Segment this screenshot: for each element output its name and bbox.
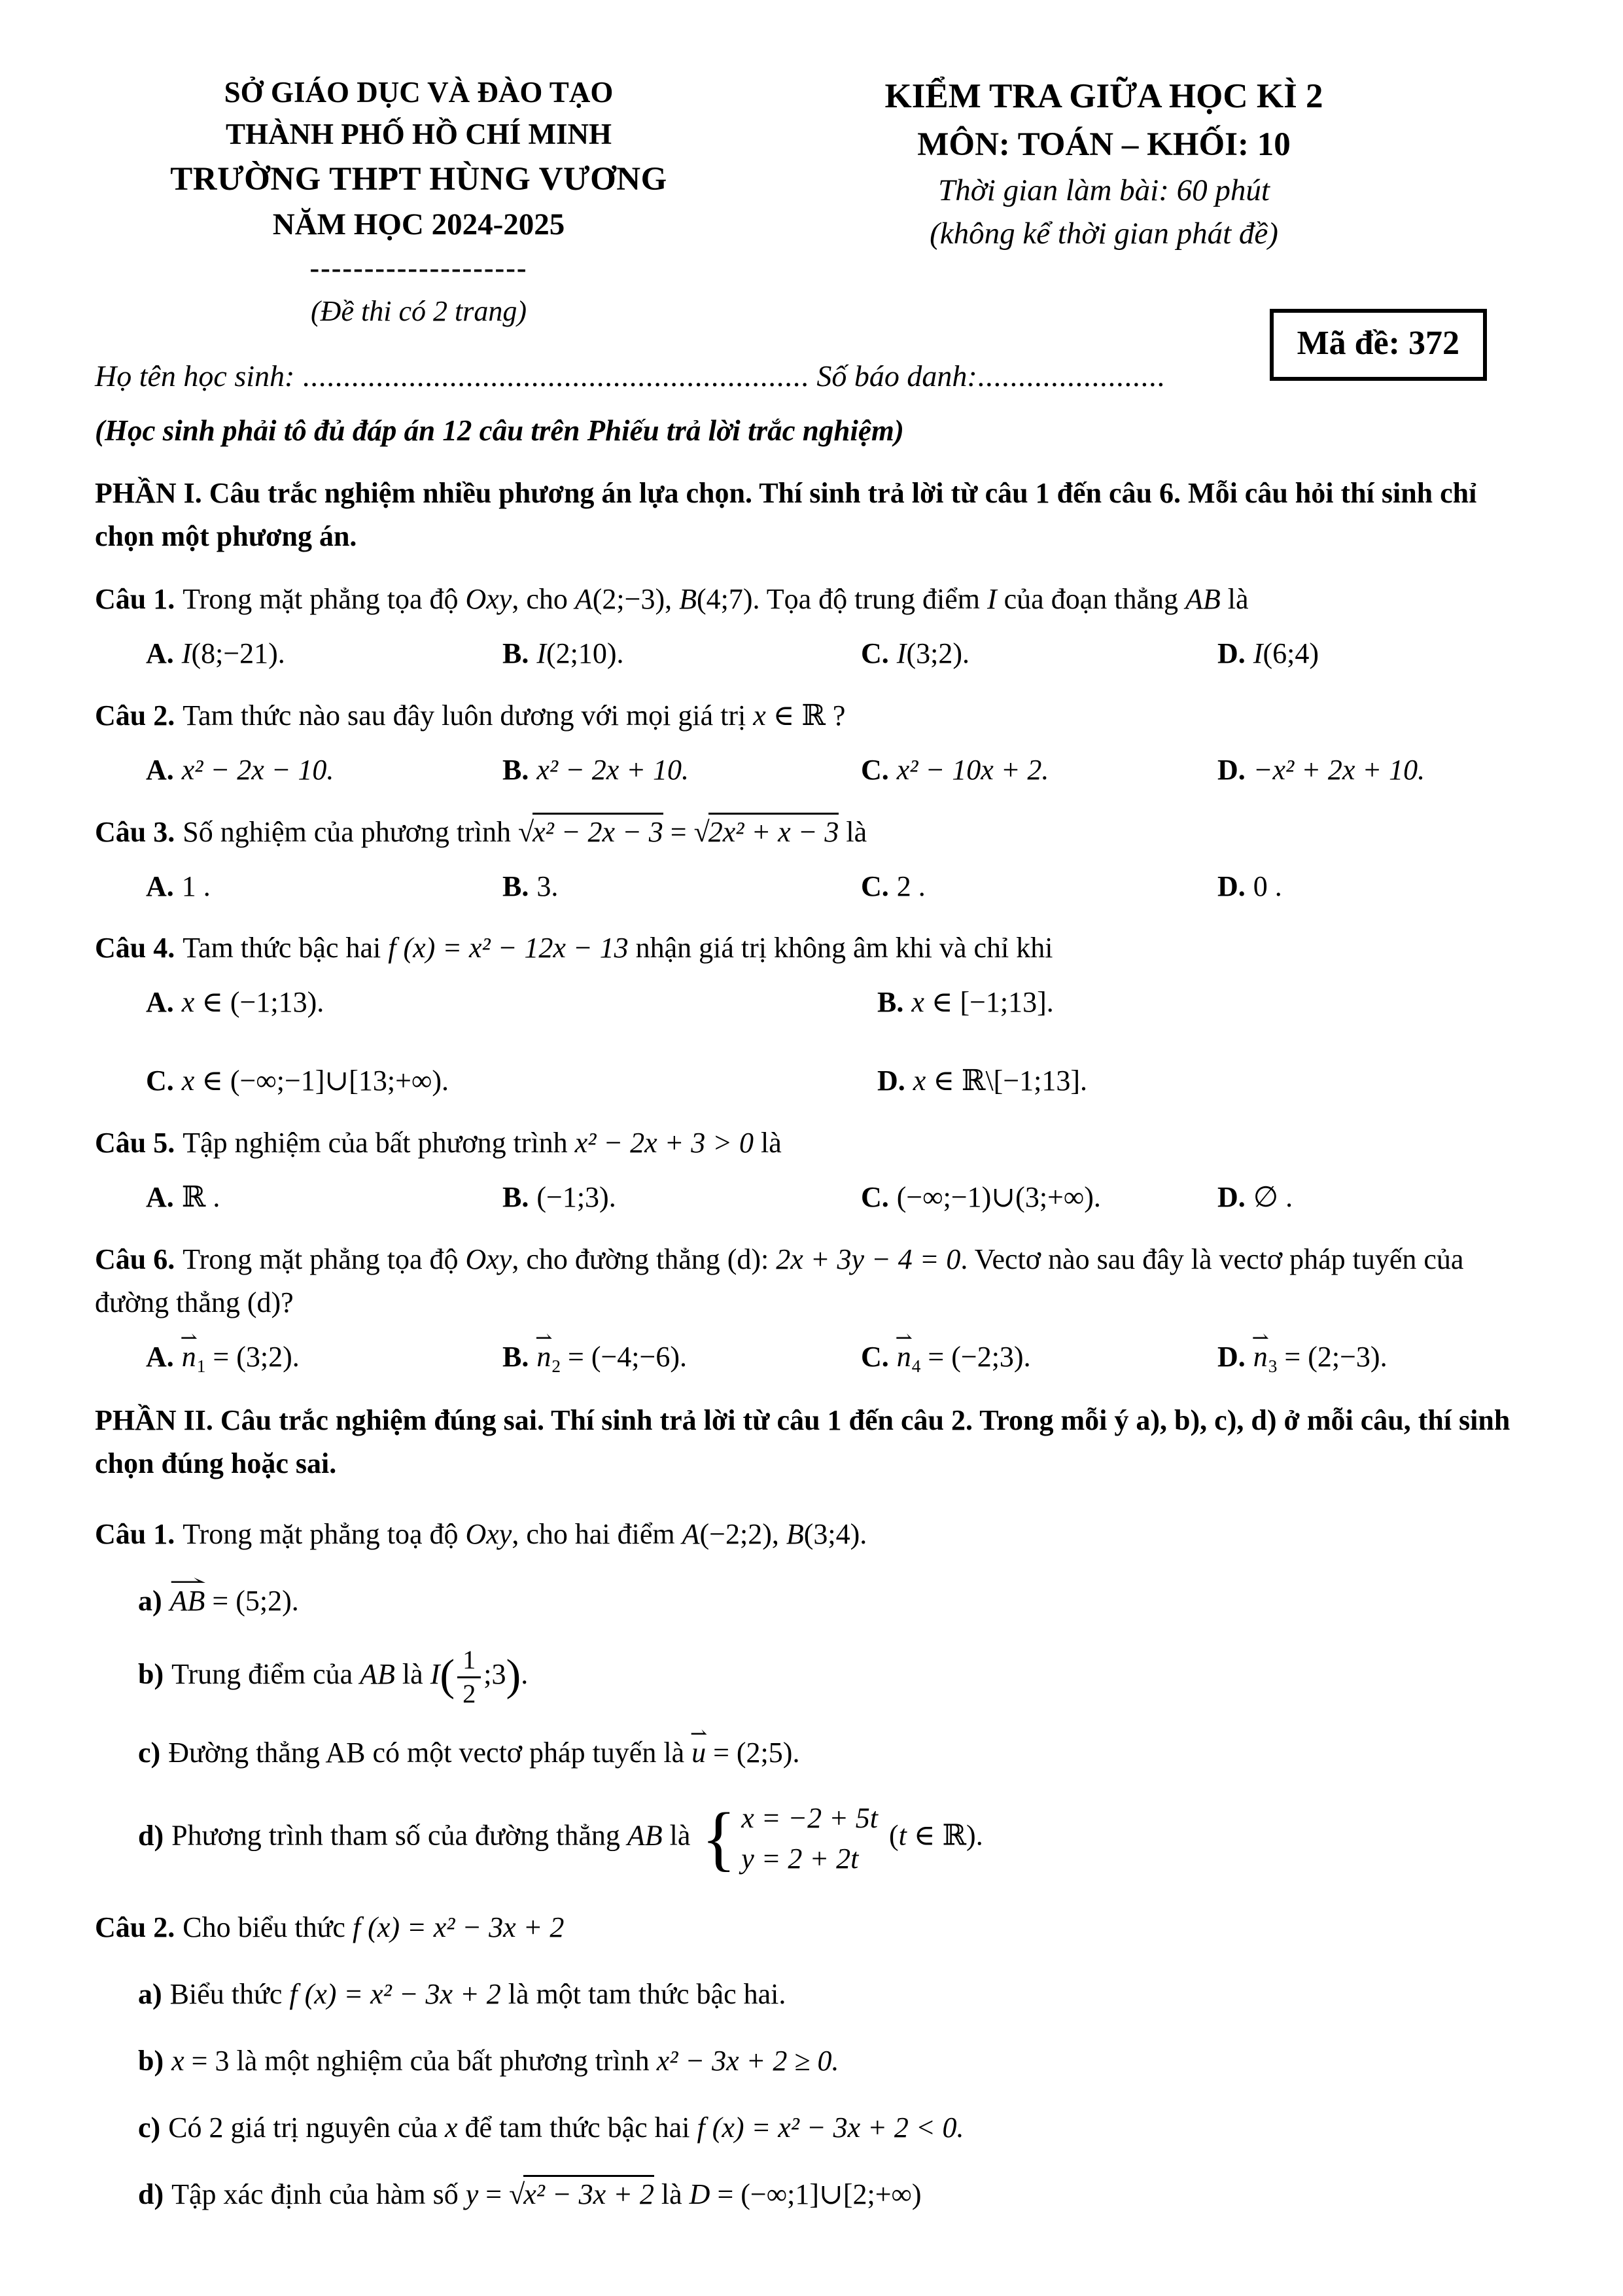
- exam-duration: Thời gian làm bài: 60 phút: [938, 173, 1270, 207]
- question-label: Câu 5.: [95, 1127, 175, 1159]
- question-label: Câu 1.: [95, 1518, 175, 1551]
- option: [1217, 1176, 1535, 1218]
- text-run: Tam thức nào sau đây luôn dương với mọi giá trị: [183, 699, 754, 732]
- text-run: 2 .: [896, 870, 926, 902]
- duration-note: (không kể thời gian phát đề): [930, 217, 1278, 251]
- options-row: [95, 749, 1535, 791]
- question: [95, 1513, 1535, 1879]
- system-lines: [741, 1798, 878, 1879]
- text-run: 0 .: [1253, 870, 1282, 902]
- header-exam-block: [742, 72, 1465, 332]
- option-label: B.: [502, 637, 529, 670]
- text-run: là một tam thức bậc hai.: [500, 1978, 786, 2011]
- question-label: Câu 3.: [95, 815, 175, 848]
- text-run: (−1;3).: [536, 1181, 616, 1214]
- text-run: . Tọa độ trung điểm: [752, 583, 987, 616]
- student-name-label: Họ tên học sinh:: [95, 359, 302, 393]
- text-run: nhận giá trị không âm khi và chỉ khi: [628, 932, 1053, 964]
- text-run: x: [181, 1065, 195, 1097]
- answer-sheet-note: (Học sinh phải tô đủ đáp án 12 câu trên Phiếu trả lời trắc nghiệm): [95, 414, 904, 448]
- option: [502, 1176, 861, 1218]
- question-label: Câu 2.: [95, 699, 175, 732]
- option: [502, 749, 861, 791]
- question-label: Câu 6.: [95, 1243, 175, 1275]
- text-run: x² − 10x + 2.: [896, 753, 1049, 786]
- text-run: B: [786, 1518, 804, 1551]
- question: [95, 694, 1535, 791]
- text-run: 2x + 3y − 4 = 0: [776, 1243, 961, 1275]
- statement-label: d): [138, 2178, 164, 2211]
- text-run: ∈ ℝ).: [906, 1819, 983, 1852]
- option: [1217, 633, 1535, 675]
- text-run: ℝ .: [181, 1181, 220, 1214]
- text-run: I: [430, 1658, 440, 1691]
- statement-label: d): [138, 1819, 164, 1852]
- text-run: Trong mặt phẳng tọa độ: [183, 1243, 466, 1275]
- text-run: (2;10).: [546, 637, 624, 670]
- text-run: (4;7): [697, 583, 753, 616]
- text-run: √: [693, 815, 710, 848]
- option: [146, 1060, 877, 1102]
- text-run: AB: [360, 1658, 395, 1691]
- text-run: n ⇀: [897, 1336, 911, 1378]
- statement-item: [95, 2040, 1535, 2083]
- text-run: ∈ [−1;13].: [924, 986, 1054, 1019]
- text-run: (: [440, 1650, 455, 1700]
- text-run: , cho hai điểm: [512, 1518, 682, 1551]
- text-run: AB: [627, 1819, 663, 1852]
- option: [146, 1336, 502, 1379]
- text-run: là: [662, 1819, 698, 1852]
- text-run: u ⇀: [691, 1731, 706, 1775]
- school-name: TRƯỜNG THPT HÙNG VƯƠNG: [170, 160, 667, 198]
- text-run: Số nghiệm của phương trình: [183, 815, 518, 848]
- text-run: −x² + 2x + 10.: [1253, 753, 1425, 786]
- text-run: ,: [665, 583, 680, 616]
- question: [95, 1906, 1535, 2216]
- option-label: C.: [861, 870, 889, 902]
- text-run: Có 2 giá trị nguyên của: [168, 2111, 445, 2144]
- option-label: C.: [861, 753, 889, 786]
- option-label: D.: [877, 1065, 905, 1097]
- option-label: D.: [1217, 637, 1246, 670]
- exam-subject: MÔN: TOÁN – KHỐI: 10: [917, 126, 1291, 164]
- text-run: ∈ (−∞;−1]∪[13;+∞).: [194, 1065, 449, 1097]
- text-run: là: [1220, 583, 1249, 616]
- option-label: B.: [502, 870, 529, 902]
- text-run: = 3 là một nghiệm của bất phương trình: [184, 2045, 657, 2077]
- question-stem: [95, 1513, 1535, 1556]
- text-run: =: [478, 2178, 510, 2211]
- text-run: (3;2).: [906, 637, 969, 670]
- system-line: y = 2 + 2t: [741, 1842, 859, 1875]
- option: [146, 633, 502, 675]
- option: [861, 633, 1217, 675]
- text-run: x: [181, 986, 195, 1019]
- option: [861, 1336, 1217, 1379]
- option-label: B.: [502, 1181, 529, 1214]
- option-label: B.: [877, 986, 904, 1019]
- option: [877, 981, 1535, 1023]
- text-run: Tập xác định của hàm số: [171, 2178, 466, 2211]
- option: [146, 866, 502, 908]
- text-run: = (2;−3).: [1277, 1340, 1387, 1373]
- text-run: = (5;2).: [205, 1585, 299, 1617]
- student-id-label: Số báo danh:: [809, 359, 977, 393]
- text-run: x: [444, 2111, 458, 2144]
- part1-heading: PHẦN I. Câu trắc nghiệm nhiều phương án lựa chọn. Thí sinh trả lời từ câu 1 đến câu 6. Mỗi câu hỏi thí sinh chỉ chọn một phương án.: [95, 477, 1477, 553]
- option-label: A.: [146, 870, 174, 902]
- option: [877, 1060, 1535, 1102]
- statement-item: [95, 1731, 1535, 1775]
- text-run: (−∞;−1)∪(3;+∞).: [896, 1181, 1101, 1214]
- school-year: NĂM HỌC 2024-2025: [272, 207, 565, 242]
- text-run: .: [521, 1658, 529, 1691]
- text-run: AB: [1185, 583, 1221, 616]
- options-row: [95, 1176, 1535, 1218]
- text-run: = (−4;−6).: [561, 1340, 687, 1373]
- fraction-denominator: 2: [462, 1678, 476, 1708]
- option: [502, 1336, 861, 1379]
- exam-code-box: Mã đề: 372: [1270, 309, 1487, 381]
- text-run: n ⇀: [182, 1336, 196, 1378]
- option-label: B.: [502, 753, 529, 786]
- text-run: = (−∞;1]∪[2;+∞): [710, 2178, 922, 2211]
- text-run: x² − 3x + 2 ≥ 0.: [656, 2045, 839, 2077]
- text-run: y: [465, 2178, 479, 2211]
- option-label: C.: [861, 1340, 889, 1373]
- text-run: = (3;2).: [205, 1340, 300, 1373]
- option: [861, 749, 1217, 791]
- fraction-numerator: 1: [457, 1646, 481, 1678]
- text-run: √: [517, 815, 534, 848]
- question-stem: [95, 811, 1535, 854]
- text-run: A: [574, 583, 593, 616]
- statement-item: [95, 1580, 1535, 1623]
- text-run: 1 .: [181, 870, 211, 902]
- question: [95, 578, 1535, 675]
- text-run: x: [913, 1065, 926, 1097]
- option: [861, 866, 1217, 908]
- statement-item: [95, 2106, 1535, 2149]
- question-stem: [95, 1906, 1535, 1949]
- text-run: Phương trình tham số của đường thẳng: [171, 1819, 627, 1852]
- text-run: = (2;5).: [706, 1737, 800, 1769]
- text-run: n ⇀: [536, 1336, 551, 1378]
- option: [1217, 866, 1535, 908]
- text-run: f (x) = x² − 3x + 2 < 0.: [697, 2111, 964, 2144]
- statement-item: [95, 2173, 1535, 2216]
- student-id-blank: .......................: [977, 359, 1166, 393]
- text-run: 1: [196, 1356, 206, 1376]
- text-run: (3;4).: [803, 1518, 867, 1551]
- text-run: I: [896, 637, 907, 670]
- option: [146, 749, 502, 791]
- option-label: A.: [146, 753, 174, 786]
- option-label: D.: [1217, 1181, 1246, 1214]
- option-label: A.: [146, 637, 174, 670]
- statement-label: b): [138, 1658, 164, 1691]
- options-row: [95, 633, 1535, 675]
- text-run: x² − 3x + 2: [523, 2175, 654, 2210]
- city-line: THÀNH PHỐ HỒ CHÍ MINH: [225, 117, 612, 150]
- text-run: Cho biểu thức: [183, 1911, 353, 1944]
- text-run: (8;−21).: [191, 637, 285, 670]
- part2-heading: PHẦN II. Câu trắc nghiệm đúng sai. Thí sinh trả lời từ câu 1 đến câu 2. Trong mỗi ý a), b), c), d) ở mỗi câu, thí sinh chọn đúng hoặc sai.: [95, 1404, 1510, 1480]
- statement-label: b): [138, 2045, 164, 2077]
- question: [95, 811, 1535, 908]
- option: [502, 866, 861, 908]
- option: [502, 633, 861, 675]
- text-run: ∈ (−1;13).: [194, 986, 324, 1019]
- text-run: x: [171, 2045, 184, 2077]
- text-run: f (x) = x² − 3x + 2: [352, 1911, 565, 1944]
- student-name-blank: ..............................................................: [302, 359, 809, 393]
- statement-label: c): [138, 2111, 161, 2144]
- option: [1217, 1336, 1535, 1379]
- question-label: Câu 4.: [95, 932, 175, 964]
- statement-item: [95, 1646, 1535, 1708]
- option-label: A.: [146, 1340, 174, 1373]
- statement-item: [95, 1798, 1535, 1879]
- option: [861, 1176, 1217, 1218]
- options-row: [95, 981, 1535, 1102]
- question-label: Câu 2.: [95, 1911, 175, 1944]
- text-run: Trung điểm của: [171, 1658, 360, 1691]
- question-stem: [95, 927, 1535, 970]
- option-label: D.: [1217, 1340, 1246, 1373]
- text-run: 2: [551, 1356, 561, 1376]
- text-run: của đoạn thẳng: [996, 583, 1185, 616]
- system-line: x = −2 + 5t: [741, 1802, 879, 1835]
- text-run: Tập nghiệm của bất phương trình: [183, 1127, 575, 1159]
- fraction: [457, 1646, 481, 1708]
- text-run: ): [506, 1650, 521, 1700]
- option-label: A.: [146, 1181, 174, 1214]
- text-run: Oxy: [465, 1518, 512, 1551]
- exam-title: KIỂM TRA GIỮA HỌC KÌ 2: [884, 77, 1323, 115]
- text-run: x² − 2x − 10.: [181, 753, 334, 786]
- text-run: I: [536, 637, 547, 670]
- options-row: [95, 866, 1535, 908]
- question-stem: [95, 1122, 1535, 1165]
- text-run: là: [394, 1658, 430, 1691]
- options-row: [95, 1336, 1535, 1379]
- text-run: , cho: [512, 583, 575, 616]
- text-run: f (x) = x² − 12x − 13: [388, 932, 629, 964]
- text-run: là: [839, 815, 867, 848]
- option-label: C.: [861, 637, 889, 670]
- text-run: Oxy: [465, 583, 512, 616]
- text-run: . Vectơ nào sau đây là vectơ pháp tuyến của đường thẳng (d)?: [95, 1243, 1464, 1318]
- text-run: (−2;2),: [699, 1518, 786, 1551]
- text-run: =: [663, 815, 694, 848]
- text-run: 3: [1268, 1356, 1278, 1376]
- question-stem: [95, 694, 1535, 737]
- text-run: 3.: [536, 870, 559, 902]
- option: [1217, 749, 1535, 791]
- statement-label: a): [138, 1978, 162, 2011]
- text-run: √: [509, 2178, 525, 2211]
- question: [95, 1122, 1535, 1218]
- text-run: Oxy: [465, 1243, 512, 1275]
- text-run: I: [1253, 637, 1263, 670]
- text-run: ∈ ℝ\[−1;13].: [926, 1065, 1088, 1097]
- text-run: t: [898, 1819, 907, 1852]
- text-run: I: [987, 583, 997, 616]
- text-run: Đường thẳng AB có một vectơ pháp tuyến là: [168, 1737, 692, 1769]
- equation-system: [701, 1798, 878, 1879]
- text-run: = (−2;3).: [920, 1340, 1031, 1373]
- option-label: C.: [146, 1065, 174, 1097]
- text-run: (2;−3): [592, 583, 665, 616]
- text-run: x: [911, 986, 924, 1019]
- text-run: là: [654, 2178, 689, 2211]
- text-run: là: [754, 1127, 782, 1159]
- text-run: A: [682, 1518, 700, 1551]
- text-run: ;3: [483, 1658, 506, 1691]
- exam-header: [95, 72, 1535, 332]
- question-label: Câu 1.: [95, 583, 175, 616]
- text-run: (6;4): [1263, 637, 1319, 670]
- text-run: 2x² + x − 3: [708, 813, 839, 848]
- option: [146, 1176, 502, 1218]
- header-school-block: [95, 72, 742, 332]
- text-run: ∈ ℝ ?: [765, 699, 846, 732]
- text-run: 4: [911, 1356, 921, 1376]
- text-run: ∅ .: [1253, 1181, 1293, 1214]
- statement-item: [95, 1973, 1535, 2016]
- statement-label: c): [138, 1737, 161, 1769]
- text-run: Trong mặt phẳng toạ độ: [183, 1518, 466, 1551]
- text-run: Biểu thức: [169, 1978, 290, 2011]
- text-run: x² − 2x + 3 > 0: [574, 1127, 754, 1159]
- text-run: để tam thức bậc hai: [457, 2111, 697, 2144]
- statement-label: a): [138, 1585, 162, 1617]
- text-run: AB ⇀: [170, 1580, 205, 1623]
- question: [95, 927, 1535, 1102]
- page-count-note: (Đề thi có 2 trang): [311, 295, 527, 328]
- department-line: SỞ GIÁO DỤC VÀ ĐÀO TẠO: [224, 76, 614, 109]
- part1-questions: [95, 578, 1535, 1379]
- text-run: D: [689, 2178, 710, 2211]
- text-run: B: [679, 583, 697, 616]
- option: [146, 981, 877, 1023]
- text-run: I: [181, 637, 192, 670]
- option-label: D.: [1217, 870, 1246, 902]
- text-run: f (x) = x² − 3x + 2: [289, 1978, 501, 2011]
- separator-dashes: --------------------: [309, 251, 528, 284]
- text-run: Tam thức bậc hai: [183, 932, 389, 964]
- option-label: B.: [502, 1340, 529, 1373]
- question: [95, 1238, 1535, 1379]
- text-run: (: [882, 1819, 899, 1852]
- text-run: x: [753, 699, 766, 732]
- text-run: x² − 2x − 3: [532, 813, 663, 848]
- text-run: x² − 2x + 10.: [536, 753, 689, 786]
- option-label: A.: [146, 986, 174, 1019]
- system-brace: {: [701, 1797, 737, 1878]
- text-run: , cho đường thẳng (d):: [512, 1243, 777, 1275]
- question-stem: [95, 1238, 1535, 1324]
- text-run: n ⇀: [1253, 1336, 1268, 1378]
- option-label: C.: [861, 1181, 889, 1214]
- part2-questions: [95, 1513, 1535, 2216]
- text-run: Trong mặt phẳng tọa độ: [183, 583, 466, 616]
- question-stem: [95, 578, 1535, 621]
- option-label: D.: [1217, 753, 1246, 786]
